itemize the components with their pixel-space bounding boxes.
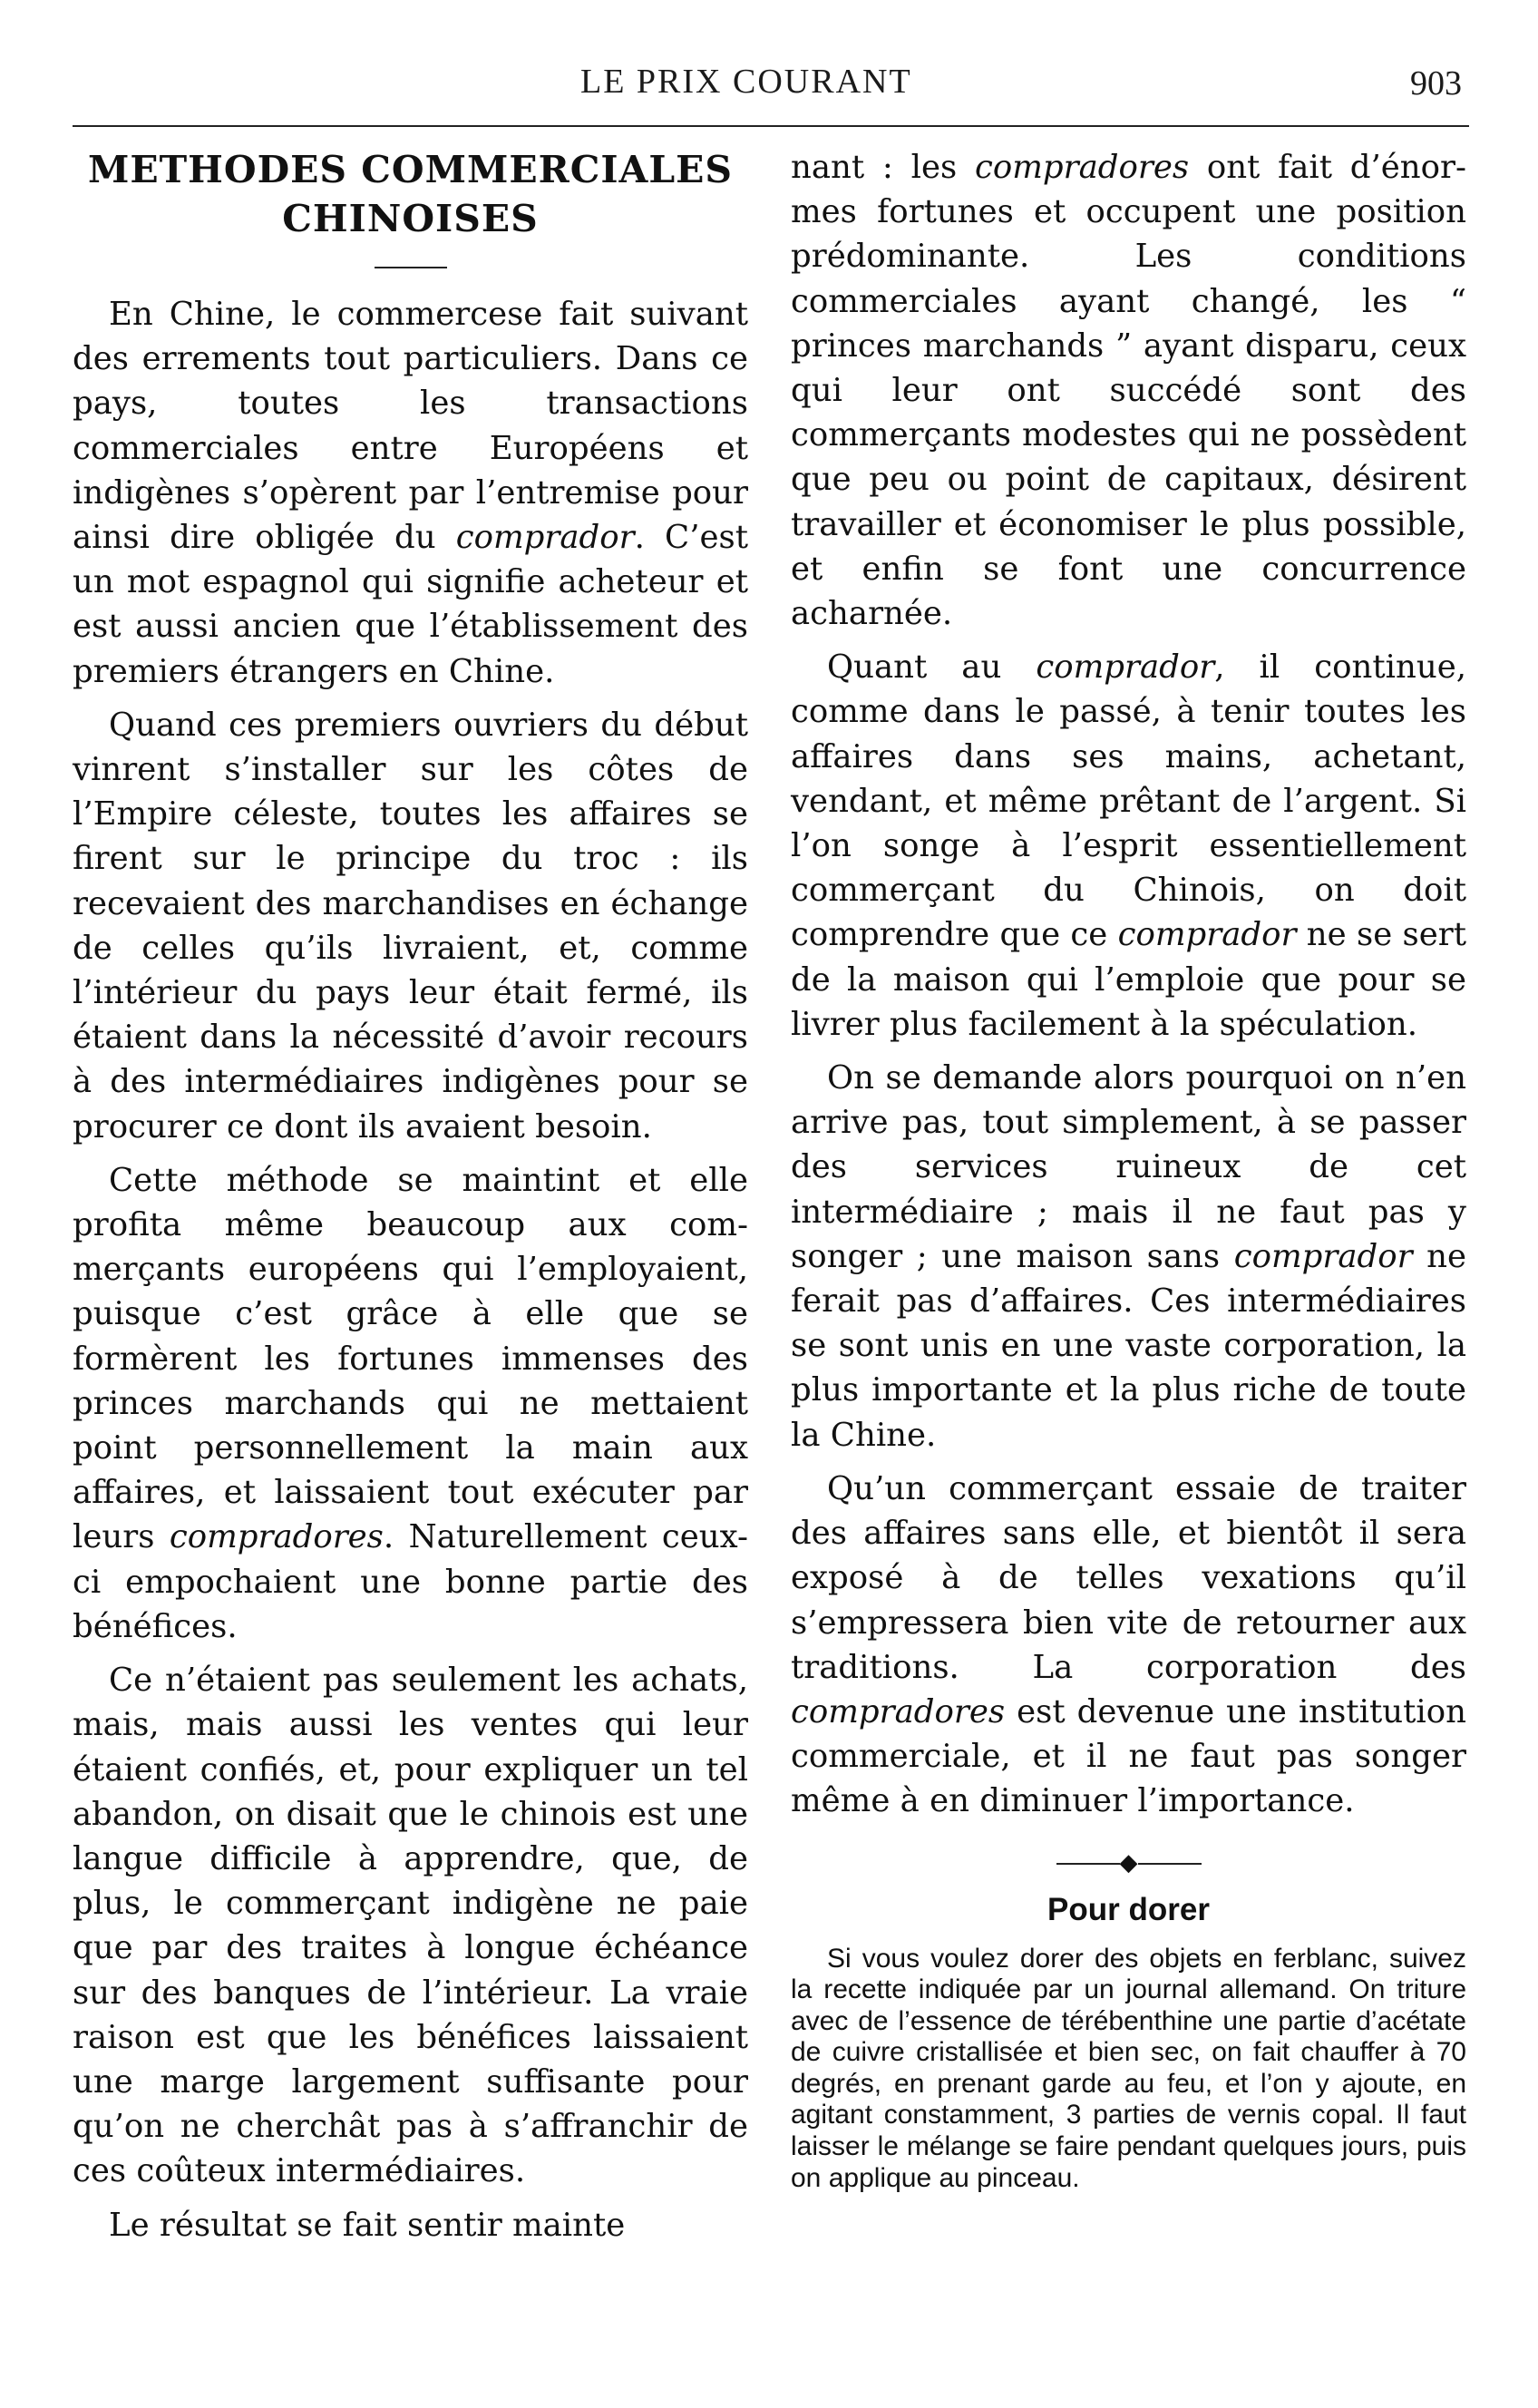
- paragraph-1-italic: comprador: [455, 519, 635, 557]
- paragraph-2: Quand ces premiers ouvriers du début vinrent s’installer sur les côtes de l’Empire céleste, toutes les affaires se firent sur le principe du troc : ils recevaient des marchandises en échange de celles qu’ils livraient, et, comme l’intérieur du pays leur était fermé, ils étaient dans la nécessité d’avoir recours à des intermédiaires indigènes pour se procurer ce dont ils avaient besoin.: [73, 706, 748, 1146]
- paragraph-8-text-a: Qu’un commerçant essaie de traiter des affaires sans elle, et bientôt il sera exposé à de telles vexations qu’il s’empressera bien vite de retourner aux traditions. La corporation des: [791, 1469, 1466, 1686]
- paragraph-5-continued: [791, 145, 1466, 636]
- title-rule: [375, 267, 447, 268]
- notice-title: Pour dorer: [1047, 1891, 1210, 1927]
- section-divider-ornament: [791, 1849, 1466, 1877]
- paragraph-6-italic-2: comprador: [1117, 916, 1297, 954]
- notice-text: Si vous voulez dorer des objets en ferblanc, suivez la recette indiquée par un journal allemand. On triture avec de l’essence de térébenthine une partie d’acétate de cuivre cristallisée et bien sec, on fait chauffer à 70 degrés, en prenant garde au feu, et l’on y ajoute, en agitant constamment, 3 parties de vernis copal. Il faut laisser le mélange se faire pendant quelques jours, puis on applique au pinceau.: [791, 1943, 1466, 2193]
- paragraph-7-text-b: ne ferait pas d’affaires. Ces intermédiaires se sont unis en une vaste corporation, la plus importante et la plus riche de toute la Chine.: [791, 1237, 1466, 1454]
- paragraph-6-text-a: Quant au: [827, 648, 1037, 687]
- paragraph-6-text-c: ne se sert de la maison qui l’emploie que pour se livrer plus facilement à la spéculation.: [791, 916, 1466, 1043]
- paragraph-3-text-b: . Naturellement ceux-ci empochaient une bonne partie des bénéfices.: [73, 1518, 748, 1645]
- paragraph-7-text-a: On se demande alors pourquoi on n’en arrive pas, tout simplement, à se passer des services ruineux de cet intermédiaire ; mais il ne faut pas y songer ; une maison sans: [791, 1059, 1466, 1275]
- paragraph-3: [73, 1158, 748, 1649]
- paragraph-3-text-a: Cette méthode se maintint et elle profita même beaucoup aux commerçants européens qui l’employaient, puisque c’est grâce à elle que se formèrent les fortunes immenses des princes marchands qui ne mettaient point personnellement la main aux affaires, et laissaient tout exécuter par leurs: [73, 1161, 748, 1556]
- paragraph-4: Ce n’étaient pas seulement les achats, mais, mais aussi les ventes qui leur étaient confiés, et, pour expliquer un tel abandon, on disait que le chinois est une langue difficile à apprendre, que, de plus, le commerçant indigène ne paie que par des traites à longue échéance sur des banques de l’intérieur. La vraie raison est que les bénéfices laissaient une marge largement suffisante pour qu’on ne cherchât pas à s’affranchir de ces coûteux intermédiaires.: [73, 1662, 748, 2190]
- diamond-icon: ◆: [1119, 1848, 1138, 1877]
- article-title-line2: CHINOISES: [282, 197, 539, 240]
- paragraph-5-italic: compradores: [974, 149, 1190, 186]
- paragraph-5-text-a: nant : les: [791, 149, 975, 186]
- paragraph-8-italic: compradores: [791, 1692, 1006, 1730]
- paragraph-6-text-b: , il continue, comme dans le passé, à tenir toutes les affaires dans ses mains, achetant, vendant, et même prêtant de l’argent. Si l’on songe à l’esprit essentiellement commerçant du Chinois, on doit comprendre que ce: [791, 648, 1466, 954]
- article-title-line1: METHODES COMMERCIALES: [87, 148, 734, 191]
- paragraph-8: [791, 1467, 1466, 1824]
- paragraph-1: [73, 292, 748, 694]
- paragraph-6-italic-1: comprador: [1036, 648, 1215, 687]
- right-column: [791, 145, 1466, 2194]
- left-column: [73, 145, 748, 2257]
- paragraph-1-text-b: . C’est un mot espagnol qui signifie acheteur et est aussi ancien que l’établissement des premiers étrangers en Chine.: [73, 519, 748, 690]
- header-rule: [73, 125, 1469, 127]
- article-title: [73, 145, 748, 243]
- paragraph-6: [791, 645, 1466, 1047]
- paragraph-7-italic: comprador: [1233, 1237, 1413, 1275]
- ornament-line-right: [1138, 1863, 1202, 1865]
- ornament-line-left: [1056, 1863, 1120, 1865]
- page-number: 903: [1410, 64, 1462, 102]
- paragraph-3-italic: compradores: [169, 1518, 384, 1556]
- paragraph-5-start: Le résultat se fait sentir mainte: [109, 2206, 626, 2244]
- paragraph-5-text-b: ont fait d’énormes fortunes et occupent une position prédominante. Les conditions commerciales ayant changé, les “ princes marchands ” ayant disparu, ceux qui leur ont succédé sont des commerçants modestes qui ne possèdent que peu ou point de capitaux, désirent travailler et économiser le plus possible, et enfin se font une concurrence acharnée.: [791, 149, 1466, 633]
- paragraph-8-text-b: est devenue une institution commerciale, et il ne faut pas songer même à en diminuer l’importance.: [791, 1692, 1466, 1820]
- paragraph-7: [791, 1056, 1466, 1457]
- paragraph-1-text-a: En Chine, le commercese fait suivant des errements tout particuliers. Dans ce pays, toutes les transactions commerciales entre Européens et indigènes s’opèrent par l’entremise pour ainsi dire obligée du: [73, 296, 748, 557]
- running-header: [0, 62, 1538, 107]
- running-title: LE PRIX COURANT: [580, 63, 912, 101]
